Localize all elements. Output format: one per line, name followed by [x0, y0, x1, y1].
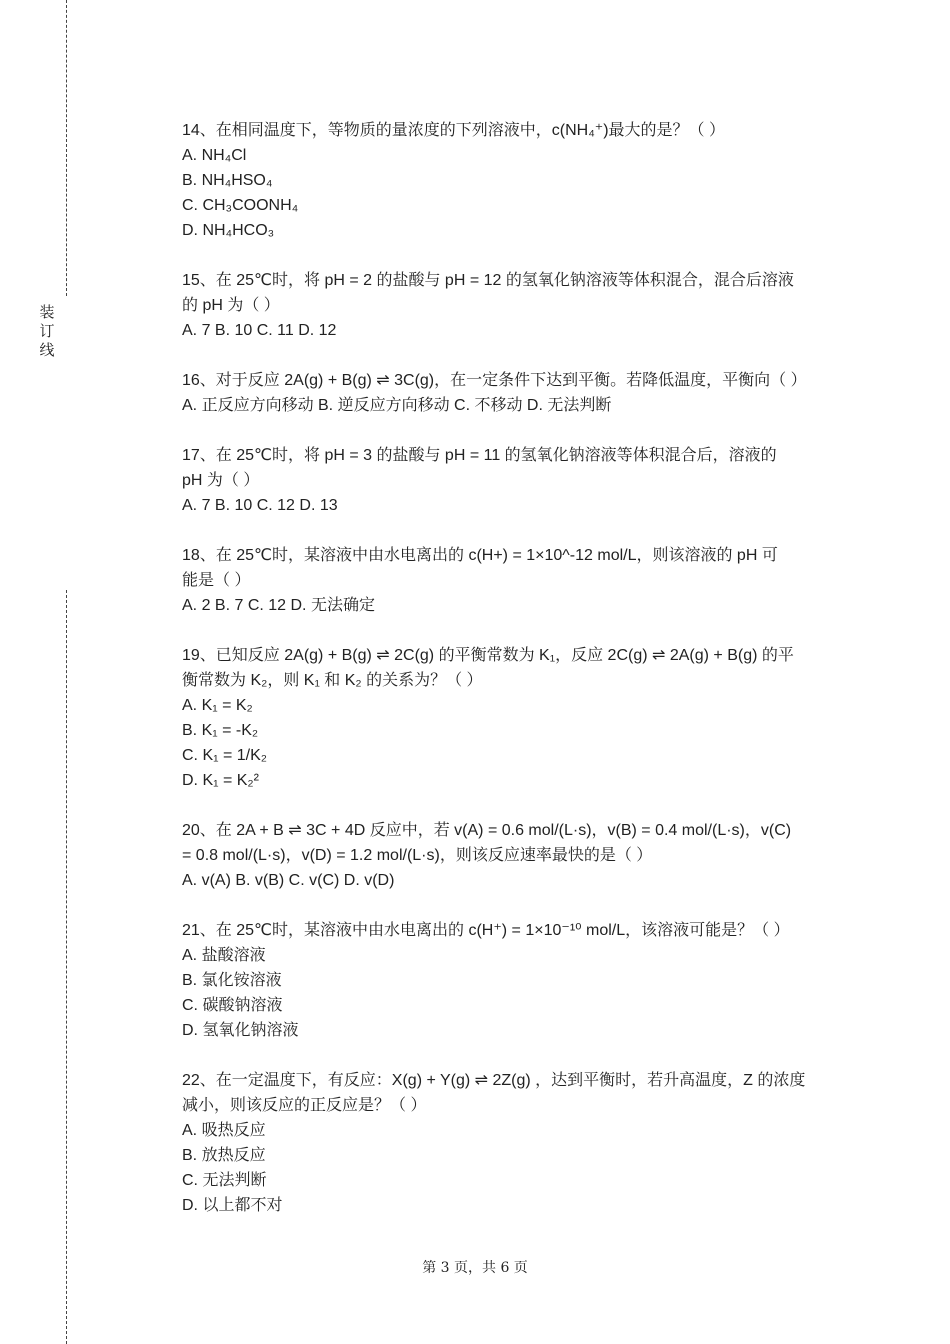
stem-line: pH 为（ ） [182, 472, 260, 489]
question-list [182, 118, 842, 1243]
question-17 [182, 443, 842, 518]
options-inline: A. v(A) B. v(B) C. v(C) D. v(D) [182, 872, 395, 889]
question-20 [182, 818, 842, 893]
page-number: 第 3 页，共 6 页 [422, 1260, 528, 1276]
stem-line: 的 pH 为（ ） [182, 297, 280, 314]
stem-line: 21、在 25℃时，某溶液中由水电离出的 c(H⁺) = 1×10⁻¹⁰ mol/L，该溶液可能是？（ ） [182, 922, 790, 939]
stem-line: 能是（ ） [182, 572, 251, 589]
question-stem [182, 443, 842, 493]
question-stem [182, 368, 842, 393]
question-15 [182, 268, 842, 343]
question-stem [182, 543, 842, 593]
question-stem [182, 118, 842, 143]
question-stem [182, 268, 842, 318]
question-22 [182, 1068, 842, 1218]
option-c: C. 碳酸钠溶液 [182, 997, 283, 1014]
question-stem [182, 643, 842, 693]
option-c: C. K₁ = 1/K₂ [182, 747, 267, 764]
option-a: A. 吸热反应 [182, 1122, 266, 1139]
stem-line: 15、在 25℃时，将 pH = 2 的盐酸与 pH = 12 的氢氧化钠溶液等体积混合，混合后溶液 [182, 272, 794, 289]
question-16 [182, 368, 842, 418]
question-19 [182, 643, 842, 793]
stem-line: 18、在 25℃时，某溶液中由水电离出的 c(H+) = 1×10^-12 mol/L，则该溶液的 pH 可 [182, 547, 778, 564]
question-18 [182, 543, 842, 618]
stem-line: 22、在一定温度下，有反应：X(g) + Y(g) ⇌ 2Z(g) ，达到平衡时，若升高温度，Z 的浓度 [182, 1072, 806, 1089]
stem-line: = 0.8 mol/(L·s)，v(D) = 1.2 mol/(L·s)，则该反应速率最快的是（ ） [182, 847, 653, 864]
binding-dashed-line-top [66, 0, 67, 296]
stem-line: 14、在相同温度下，等物质的量浓度的下列溶液中，c(NH₄⁺)最大的是？（ ） [182, 122, 725, 139]
option-c: C. 无法判断 [182, 1172, 267, 1189]
stem-line: 衡常数为 K₂，则 K₁ 和 K₂ 的关系为？（ ） [182, 672, 483, 689]
binding-label [37, 303, 57, 360]
binding-char: 装 [39, 303, 55, 321]
option-b: B. K₁ = -K₂ [182, 722, 259, 739]
options-inline: A. 7 B. 10 C. 11 D. 12 [182, 322, 337, 339]
options-inline: A. 2 B. 7 C. 12 D. 无法确定 [182, 597, 375, 614]
stem-line: 19、已知反应 2A(g) + B(g) ⇌ 2C(g) 的平衡常数为 K₁，反应 2C(g) ⇌ 2A(g) + B(g) 的平 [182, 647, 794, 664]
options-inline: A. 7 B. 10 C. 12 D. 13 [182, 497, 338, 514]
option-a: A. 盐酸溶液 [182, 947, 266, 964]
question-21 [182, 918, 842, 1043]
option-d: D. K₁ = K₂² [182, 772, 259, 789]
question-14 [182, 118, 842, 243]
option-d: D. 以上都不对 [182, 1197, 283, 1214]
option-a: A. K₁ = K₂ [182, 697, 253, 714]
question-stem [182, 918, 842, 943]
binding-char: 订 [39, 322, 55, 340]
option-d: D. NH₄HCO₃ [182, 222, 275, 239]
question-stem [182, 1068, 842, 1118]
options-inline: A. 正反应方向移动 B. 逆反应方向移动 C. 不移动 D. 无法判断 [182, 397, 612, 414]
option-b: B. 放热反应 [182, 1147, 266, 1164]
stem-line: 16、对于反应 2A(g) + B(g) ⇌ 3C(g)，在一定条件下达到平衡。若降低温度，平衡向（ ） [182, 372, 807, 389]
stem-line: 20、在 2A + B ⇌ 3C + 4D 反应中，若 v(A) = 0.6 mol/(L·s)，v(B) = 0.4 mol/(L·s)，v(C) [182, 822, 792, 839]
question-stem [182, 818, 842, 868]
binding-char: 线 [39, 341, 55, 359]
option-d: D. 氢氧化钠溶液 [182, 1022, 299, 1039]
stem-line: 减小，则该反应的正反应是？（ ） [182, 1097, 427, 1114]
stem-line: 17、在 25℃时，将 pH = 3 的盐酸与 pH = 11 的氢氧化钠溶液等体积混合后，溶液的 [182, 447, 777, 464]
option-c: C. CH₃COONH₄ [182, 197, 299, 214]
binding-dashed-line-bottom [66, 590, 67, 1344]
option-b: B. 氯化铵溶液 [182, 972, 282, 989]
option-b: B. NH₄HSO₄ [182, 172, 273, 189]
option-a: A. NH₄Cl [182, 147, 247, 164]
